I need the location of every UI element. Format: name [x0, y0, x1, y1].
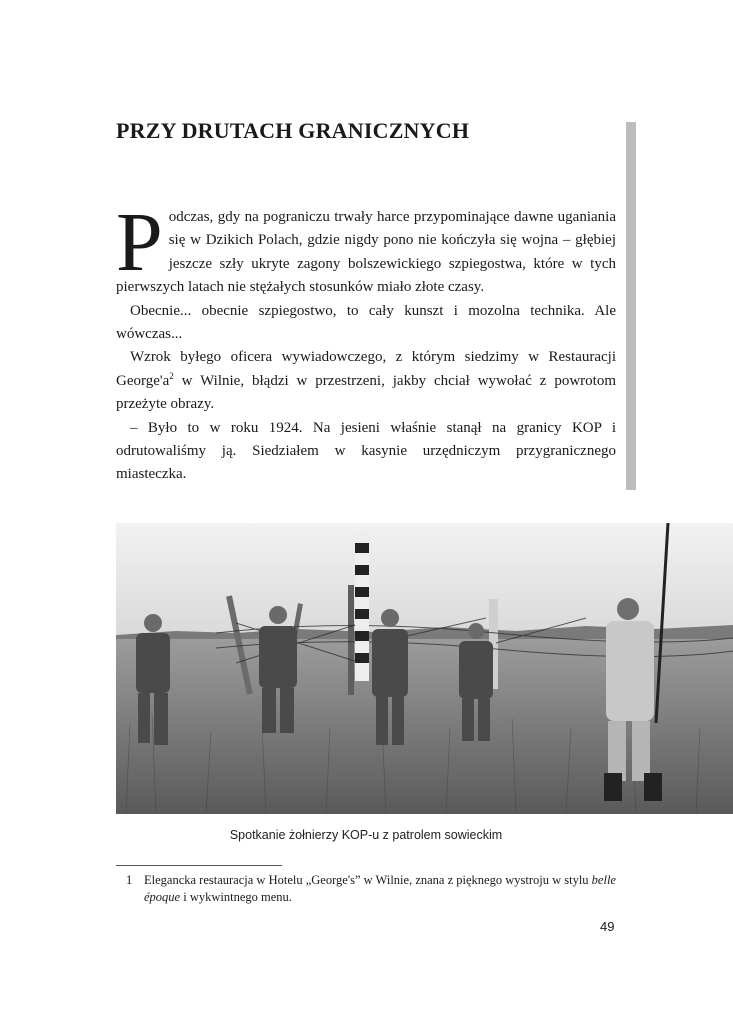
chapter-side-bar [626, 122, 636, 490]
paragraph-3-text-a: Wzrok byłego oficera wywiadowczego, z którym siedzimy w Restauracji George'a [116, 349, 616, 389]
historical-photo [116, 523, 733, 814]
paragraph-1-text: odczas, gdy na pograniczu trwały harce przypominające dawne uganiania się w Dzikich Polach, gdzie nigdy pono nie kończyła się wojna – głębiej jeszcze szły ukryte zagony bolszewickiego szpiegostwa, które w tych pierwszych latach nie stężałych stosunków miało złote czasy. [116, 209, 616, 296]
footnote-text-b: i wykwintnego menu. [180, 890, 292, 904]
paragraph-2: Obecnie... obecnie szpiegostwo, to cały kunszt i mozolna technika. Ale wówczas... [116, 302, 616, 343]
page-number: 49 [600, 919, 615, 934]
paragraph-3-text-b: w Wilnie, błądzi w przestrzeni, jakby chciał wywołać z powrotom przeżyte obrazy. [116, 372, 616, 413]
chapter-title: PRZY DRUTACH GRANICZNYCH [116, 118, 470, 143]
paragraph-3 [116, 346, 616, 416]
body-text [116, 196, 616, 487]
footnote-ref[interactable]: 2 [169, 370, 174, 381]
paragraph-1 [116, 196, 616, 300]
border-post [355, 531, 369, 681]
footnote-text-italic: belle époque [144, 873, 616, 904]
footnote-text-a: Elegancka restauracja w Hotelu „George's” w Wilnie, znana z pięknego wystroju w stylu [144, 873, 592, 887]
footnote-text [144, 872, 619, 906]
photo-caption: Spotkanie żołnierzy KOP-u z patrolem sowieckim [229, 828, 503, 842]
paragraph-4: – Było to w roku 1924. Na jesieni właśnie stanął na granicy KOP i odrutowaliśmy ją. Siedziałem w kasynie urzędniczym przygranicznego miasteczka. [116, 419, 616, 483]
footnote-number: 1 [126, 873, 133, 887]
photo-illustration [116, 523, 733, 814]
drop-cap: P [116, 196, 163, 289]
footnote-rule [116, 865, 282, 866]
